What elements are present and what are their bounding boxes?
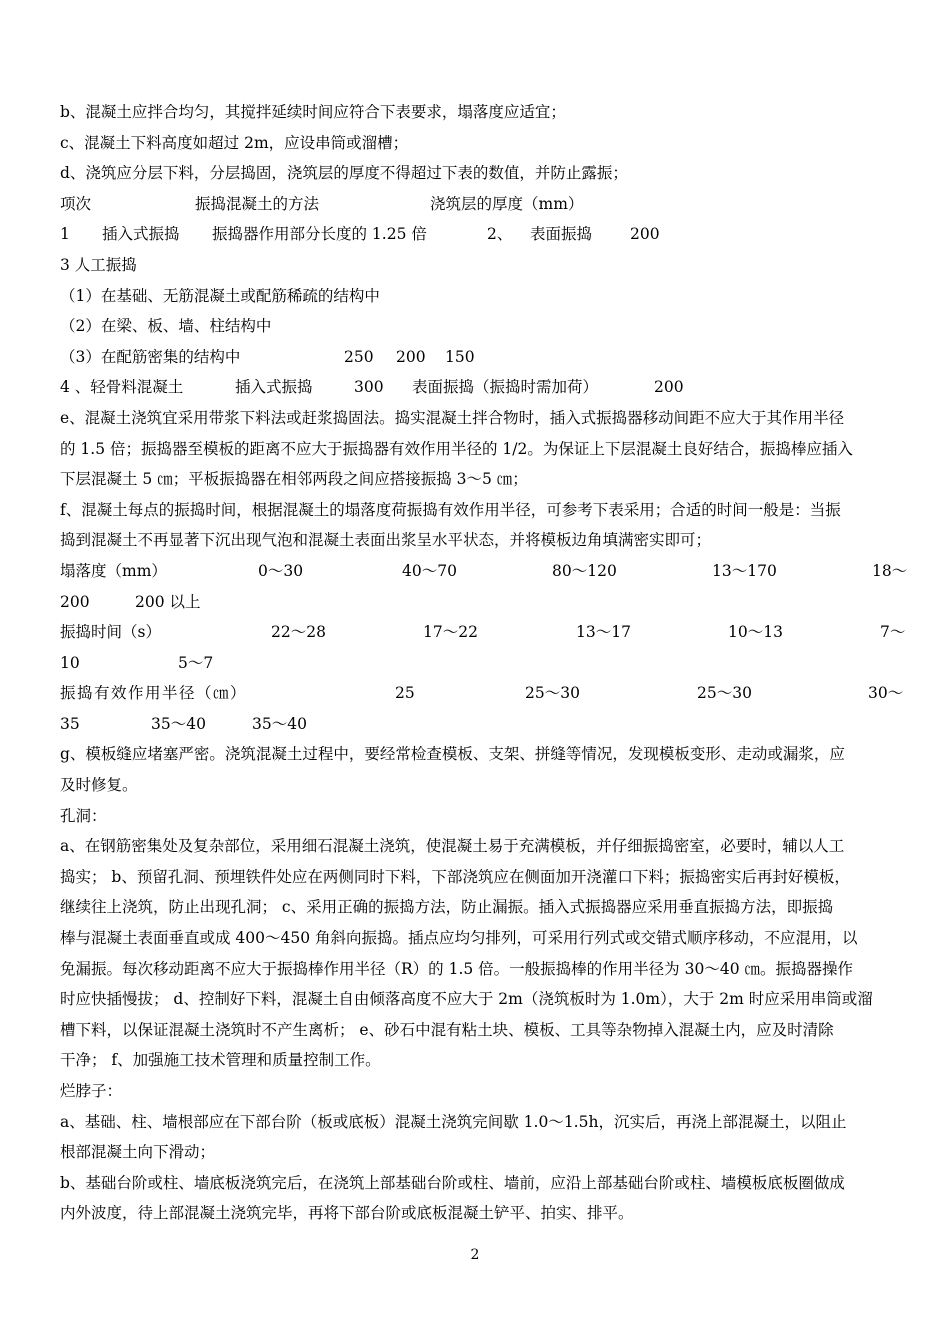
table-cell: 项次 [60, 194, 92, 213]
table-cell: 200 [630, 225, 660, 244]
text-line: 捣实； b、预留孔洞、预埋铁件处应在两侧同时下料，下部浇筑应在侧面加开浇灌口下料；振捣密实后再封好模板， [60, 867, 850, 886]
table-cell: 17～22 [423, 623, 478, 642]
table-cell: 22～28 [271, 623, 326, 642]
table-header-row [60, 189, 905, 220]
table-cell: 250 [344, 347, 374, 366]
table-row [60, 709, 905, 740]
table-cell: 40～70 [402, 561, 457, 580]
text-line: 时应快插慢拔； d、控制好下料，混凝土自由倾落高度不应大于 2m（浇筑板时为 1.0m），大于 2m 时应采用串筒或溜 [60, 990, 873, 1009]
table-cell: （3）在配筋密集的结构中 [60, 347, 241, 366]
table-cell: 35～40 [151, 714, 206, 733]
table-cell: 5～7 [178, 653, 214, 672]
text-line: 内外波度，待上部混凝土浇筑完毕，再将下部台阶或底板混凝土铲平、拍实、排平。 [60, 1204, 634, 1223]
table-cell: 1 [60, 225, 70, 244]
table-cell: 200 [396, 347, 426, 366]
text-line: g、模板缝应堵塞严密。浇筑混凝土过程中，要经常检查模板、支架、拼缝等情况，发现模板变形、走动或漏浆，应 [60, 745, 845, 764]
table-cell: 200 [60, 592, 90, 611]
table-cell: 25～30 [697, 684, 752, 703]
table-cell: 13～170 [712, 561, 777, 580]
table-cell: 0～30 [258, 561, 304, 580]
table-cell: 35 [60, 714, 80, 733]
text-line: 棒与混凝土表面垂直或成 400～450 角斜向振捣。插点应均匀排列，可采用行列式或交错式顺序移动，不应混用，以 [60, 929, 858, 948]
section-heading: 烂脖子： [60, 1082, 123, 1100]
table-cell: 振捣有效作用半径（㎝） [60, 684, 248, 703]
text-line: 捣到混凝土不再显著下沉出现气泡和混凝土表面出浆呈水平状态，并将模板边角填满密实即可； [60, 531, 712, 550]
table-cell: 300 [354, 378, 384, 397]
table-cell: 振捣器作用部分长度的 1.25 倍 [212, 225, 427, 244]
text-line: d、浇筑应分层下料，分层捣固，浇筑层的厚度不得超过下表的数值，并防止露振； [60, 164, 628, 183]
table-cell: 200 以上 [135, 592, 201, 611]
table-cell: 200 [654, 378, 684, 397]
page-number: 2 [470, 1247, 480, 1263]
text-line: f、混凝土每点的振捣时间，根据混凝土的塌落度荷振捣有效作用半径，可参考下表采用；合适的时间一般是：当振 [60, 500, 841, 519]
table-cell: 150 [445, 347, 475, 366]
table-cell: 4 、轻骨料混凝土 [60, 378, 184, 397]
table-cell: 振捣时间（s） [60, 623, 161, 642]
text-line: a、在钢筋密集处及复杂部位，采用细石混凝土浇筑，使混凝土易于充满模板，并仔细振捣密室，必要时，辅以人工 [60, 837, 845, 856]
table-row [60, 219, 905, 250]
table-row [60, 648, 905, 679]
table-cell: 2、 [487, 225, 513, 244]
table-cell: 表面振捣 [530, 225, 593, 244]
table-cell: 10 [60, 653, 80, 672]
text-line: 下层混凝土 5 ㎝；平板振捣器在相邻两段之间应搭接振捣 3～5 ㎝； [60, 470, 528, 489]
table-row [60, 372, 905, 403]
table-cell: 25 [395, 684, 415, 703]
table-cell: 插入式振捣 [102, 225, 180, 244]
table-cell: 振捣混凝土的方法 [195, 194, 320, 213]
text-line: b、混凝土应拌合均匀，其搅拌延续时间应符合下表要求，塌落度应适宜； [60, 103, 566, 121]
table-cell: 7～ [880, 623, 906, 642]
text-line: 免漏振。每次移动距离不应大于振捣棒作用半径（R）的 1.5 倍。一般振捣棒的作用半径为 30～40 ㎝。振捣器操作 [60, 959, 853, 978]
table-cell: 25～30 [525, 684, 580, 703]
text-line: c、混凝土下料高度如超过 2m，应设串筒或溜槽； [60, 133, 409, 152]
text-line: 槽下料，以保证混凝土浇筑时不产生离析； e、砂石中混有粘土块、模板、工具等杂物掉入混凝土内，应及时清除 [60, 1020, 834, 1039]
table-row [60, 678, 905, 709]
text-line: 继续往上浇筑，防止出现孔洞； c、采用正确的振捣方法，防止漏振。插入式振捣器应采用垂直振捣方法，即振捣 [60, 898, 834, 917]
section-heading: 孔洞： [60, 806, 107, 825]
table-cell: 35～40 [252, 714, 307, 733]
table-cell: 10～13 [728, 623, 783, 642]
text-line: （1）在基础、无筋混凝土或配筋稀疏的结构中 [60, 286, 380, 305]
text-line: （2）在梁、板、墙、柱结构中 [60, 317, 272, 336]
table-row [60, 342, 905, 373]
document-body [60, 97, 908, 1229]
text-line: 及时修复。 [60, 776, 138, 795]
text-line: b、基础台阶或柱、墙底板浇筑完后，在浇筑上部基础台阶或柱、墙前，应沿上部基础台阶或柱、墙模板底板圈做成 [60, 1173, 845, 1192]
table-row [60, 587, 905, 618]
table-row [60, 617, 905, 648]
text-line: a、基础、柱、墙根部应在下部台阶（板或底板）混凝土浇筑完间歇 1.0～1.5h，沉实后，再浇上部混凝土，以阻止 [60, 1112, 847, 1131]
text-line: 的 1.5 倍；振捣器至模板的距离不应大于振捣器有效作用半径的 1/2。为保证上下层混凝土良好结合，振捣棒应插入 [60, 439, 853, 458]
table-cell: 浇筑层的厚度（mm） [430, 194, 584, 213]
text-line: 根部混凝土向下滑动； [60, 1143, 216, 1162]
text-line: 干净； f、加强施工技术管理和质量控制工作。 [60, 1051, 381, 1070]
table-cell: 塌落度（mm） [60, 561, 167, 580]
table-cell: 80～120 [552, 561, 617, 580]
table-cell: 表面振捣（振捣时需加荷） [412, 378, 599, 397]
table-cell: 30～ [868, 684, 904, 703]
text-line: e、混凝土浇筑宜采用带浆下料法或赶浆捣固法。捣实混凝土拌合物时，插入式振捣器移动间距不应大于其作用半径 [60, 408, 845, 427]
table-cell: 18～ [872, 561, 908, 580]
table-cell: 13～17 [576, 623, 631, 642]
table-cell: 插入式振捣 [235, 378, 313, 397]
table-row [60, 556, 908, 587]
text-line: 3 人工振捣 [60, 255, 137, 274]
